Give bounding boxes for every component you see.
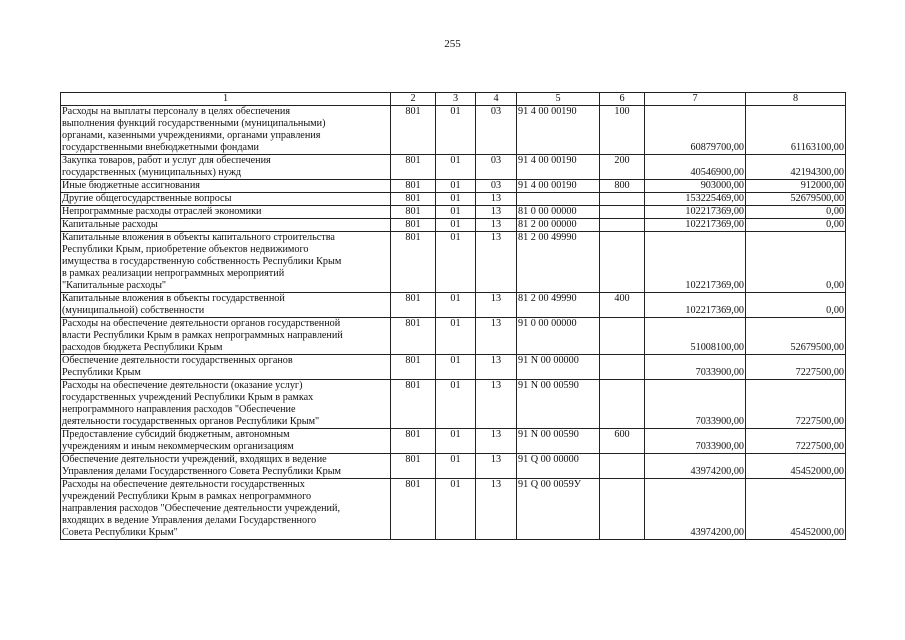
table-row — [61, 429, 846, 454]
subsection-code-cell: 13 — [476, 454, 517, 479]
target-article-cell: 91 N 00 00590 — [517, 429, 600, 454]
section-code-cell: 01 — [436, 232, 476, 293]
table-row — [61, 180, 846, 193]
amount-col7-cell: 903000,00 — [645, 180, 746, 193]
ministry-code-cell: 801 — [391, 318, 436, 355]
column-header-1: 1 — [61, 93, 391, 106]
amount-col7-cell: 51008100,00 — [645, 318, 746, 355]
column-header-7: 7 — [645, 93, 746, 106]
ministry-code-cell: 801 — [391, 193, 436, 206]
subsection-code-cell: 13 — [476, 293, 517, 318]
section-code-cell: 01 — [436, 355, 476, 380]
table-row — [61, 355, 846, 380]
target-article-cell: 91 4 00 00190 — [517, 155, 600, 180]
row-name-cell: Обеспечение деятельности учреждений, входящих в ведение Управления делами Государственного Совета Республики Крым — [61, 454, 391, 479]
target-article-cell: 91 Q 00 00000 — [517, 454, 600, 479]
table-row — [61, 479, 846, 540]
row-name-cell: Иные бюджетные ассигнования — [61, 180, 391, 193]
expense-type-cell: 200 — [600, 155, 645, 180]
row-name-cell: Капитальные вложения в объекты государственной (муниципальной) собственности — [61, 293, 391, 318]
target-article-cell: 91 Q 00 0059У — [517, 479, 600, 540]
section-code-cell: 01 — [436, 429, 476, 454]
subsection-code-cell: 13 — [476, 219, 517, 232]
ministry-code-cell: 801 — [391, 180, 436, 193]
amount-col8-cell: 0,00 — [746, 293, 846, 318]
row-name-cell: Другие общегосударственные вопросы — [61, 193, 391, 206]
amount-col7-cell: 102217369,00 — [645, 206, 746, 219]
column-header-4: 4 — [476, 93, 517, 106]
subsection-code-cell: 03 — [476, 180, 517, 193]
table-row — [61, 232, 846, 293]
target-article-cell: 91 N 00 00590 — [517, 380, 600, 429]
amount-col8-cell: 0,00 — [746, 219, 846, 232]
ministry-code-cell: 801 — [391, 106, 436, 155]
ministry-code-cell: 801 — [391, 206, 436, 219]
section-code-cell: 01 — [436, 293, 476, 318]
amount-col8-cell: 45452000,00 — [746, 454, 846, 479]
amount-col7-cell: 7033900,00 — [645, 429, 746, 454]
amount-col7-cell: 102217369,00 — [645, 219, 746, 232]
expense-type-cell — [600, 454, 645, 479]
ministry-code-cell: 801 — [391, 155, 436, 180]
section-code-cell: 01 — [436, 193, 476, 206]
subsection-code-cell: 13 — [476, 206, 517, 219]
ministry-code-cell: 801 — [391, 454, 436, 479]
row-name-cell: Капитальные расходы — [61, 219, 391, 232]
amount-col8-cell: 0,00 — [746, 232, 846, 293]
expense-type-cell: 400 — [600, 293, 645, 318]
expense-type-cell — [600, 219, 645, 232]
table-row — [61, 380, 846, 429]
ministry-code-cell: 801 — [391, 380, 436, 429]
column-header-6: 6 — [600, 93, 645, 106]
column-header-2: 2 — [391, 93, 436, 106]
target-article-cell: 91 N 00 00000 — [517, 355, 600, 380]
subsection-code-cell: 13 — [476, 429, 517, 454]
amount-col8-cell: 912000,00 — [746, 180, 846, 193]
expense-type-cell: 100 — [600, 106, 645, 155]
amount-col7-cell: 60879700,00 — [645, 106, 746, 155]
subsection-code-cell: 13 — [476, 232, 517, 293]
section-code-cell: 01 — [436, 380, 476, 429]
section-code-cell: 01 — [436, 106, 476, 155]
target-article-cell: 81 2 00 00000 — [517, 219, 600, 232]
row-name-cell: Предоставление субсидий бюджетным, автономным учреждениям и иным некоммерческим организациям — [61, 429, 391, 454]
expense-type-cell: 600 — [600, 429, 645, 454]
amount-col8-cell: 52679500,00 — [746, 318, 846, 355]
expense-type-cell — [600, 318, 645, 355]
section-code-cell: 01 — [436, 219, 476, 232]
table-row — [61, 206, 846, 219]
column-header-3: 3 — [436, 93, 476, 106]
subsection-code-cell: 13 — [476, 380, 517, 429]
target-article-cell: 81 2 00 49990 — [517, 293, 600, 318]
table-row — [61, 155, 846, 180]
ministry-code-cell: 801 — [391, 219, 436, 232]
amount-col7-cell: 40546900,00 — [645, 155, 746, 180]
ministry-code-cell: 801 — [391, 232, 436, 293]
target-article-cell: 91 4 00 00190 — [517, 180, 600, 193]
table-row — [61, 106, 846, 155]
expense-type-cell: 800 — [600, 180, 645, 193]
amount-col8-cell: 45452000,00 — [746, 479, 846, 540]
row-name-cell: Непрограммные расходы отраслей экономики — [61, 206, 391, 219]
row-name-cell: Расходы на обеспечение деятельности (оказание услуг) государственных учреждений Республики Крым в рамках непрограммного направления расходов "Обеспечение деятельности государственных органов Республики Крым" — [61, 380, 391, 429]
section-code-cell: 01 — [436, 318, 476, 355]
amount-col8-cell: 42194300,00 — [746, 155, 846, 180]
expense-type-cell — [600, 355, 645, 380]
amount-col7-cell: 43974200,00 — [645, 454, 746, 479]
target-article-cell — [517, 193, 600, 206]
section-code-cell: 01 — [436, 155, 476, 180]
row-name-cell: Обеспечение деятельности государственных органов Республики Крым — [61, 355, 391, 380]
amount-col8-cell: 52679500,00 — [746, 193, 846, 206]
table-row — [61, 193, 846, 206]
section-code-cell: 01 — [436, 206, 476, 219]
subsection-code-cell: 13 — [476, 479, 517, 540]
subsection-code-cell: 13 — [476, 318, 517, 355]
row-name-cell: Расходы на обеспечение деятельности органов государственной власти Республики Крым в рамках непрограммных направлений расходов бюджета Республики Крым — [61, 318, 391, 355]
row-name-cell: Капитальные вложения в объекты капитального строительства Республики Крым, приобретение объектов недвижимого имущества в государственную собственность Республики Крым в рамках реализации непрограммных мероприятий "Капитальные расходы" — [61, 232, 391, 293]
column-header-5: 5 — [517, 93, 600, 106]
table-header-row — [61, 93, 846, 106]
expense-type-cell — [600, 206, 645, 219]
budget-table — [60, 92, 846, 540]
amount-col7-cell: 153225469,00 — [645, 193, 746, 206]
row-name-cell: Расходы на выплаты персоналу в целях обеспечения выполнения функций государственными (муниципальными) органами, казенными учреждениями, органами управления государственными внебюджетными фондами — [61, 106, 391, 155]
amount-col8-cell: 7227500,00 — [746, 429, 846, 454]
row-name-cell: Закупка товаров, работ и услуг для обеспечения государственных (муниципальных) нужд — [61, 155, 391, 180]
table-row — [61, 454, 846, 479]
subsection-code-cell: 03 — [476, 106, 517, 155]
expense-type-cell — [600, 193, 645, 206]
section-code-cell: 01 — [436, 180, 476, 193]
amount-col7-cell: 102217369,00 — [645, 293, 746, 318]
target-article-cell: 81 2 00 49990 — [517, 232, 600, 293]
amount-col8-cell: 7227500,00 — [746, 355, 846, 380]
ministry-code-cell: 801 — [391, 479, 436, 540]
subsection-code-cell: 13 — [476, 193, 517, 206]
row-name-cell: Расходы на обеспечение деятельности государственных учреждений Республики Крым в рамках непрограммного направления расходов "Обеспечение деятельности учреждений, входящих в ведение Управления делами Государственного Совета Республики Крым" — [61, 479, 391, 540]
amount-col8-cell: 7227500,00 — [746, 380, 846, 429]
amount-col7-cell: 7033900,00 — [645, 355, 746, 380]
table-row — [61, 219, 846, 232]
ministry-code-cell: 801 — [391, 429, 436, 454]
table-row — [61, 318, 846, 355]
amount-col7-cell: 43974200,00 — [645, 479, 746, 540]
subsection-code-cell: 13 — [476, 355, 517, 380]
column-header-8: 8 — [746, 93, 846, 106]
subsection-code-cell: 03 — [476, 155, 517, 180]
amount-col7-cell: 102217369,00 — [645, 232, 746, 293]
amount-col8-cell: 0,00 — [746, 206, 846, 219]
target-article-cell: 91 4 00 00190 — [517, 106, 600, 155]
expense-type-cell — [600, 232, 645, 293]
section-code-cell: 01 — [436, 454, 476, 479]
target-article-cell: 81 0 00 00000 — [517, 206, 600, 219]
target-article-cell: 91 0 00 00000 — [517, 318, 600, 355]
page-number: 255 — [444, 38, 461, 50]
amount-col7-cell: 7033900,00 — [645, 380, 746, 429]
table-row — [61, 293, 846, 318]
ministry-code-cell: 801 — [391, 293, 436, 318]
expense-type-cell — [600, 479, 645, 540]
expense-type-cell — [600, 380, 645, 429]
ministry-code-cell: 801 — [391, 355, 436, 380]
amount-col8-cell: 61163100,00 — [746, 106, 846, 155]
section-code-cell: 01 — [436, 479, 476, 540]
